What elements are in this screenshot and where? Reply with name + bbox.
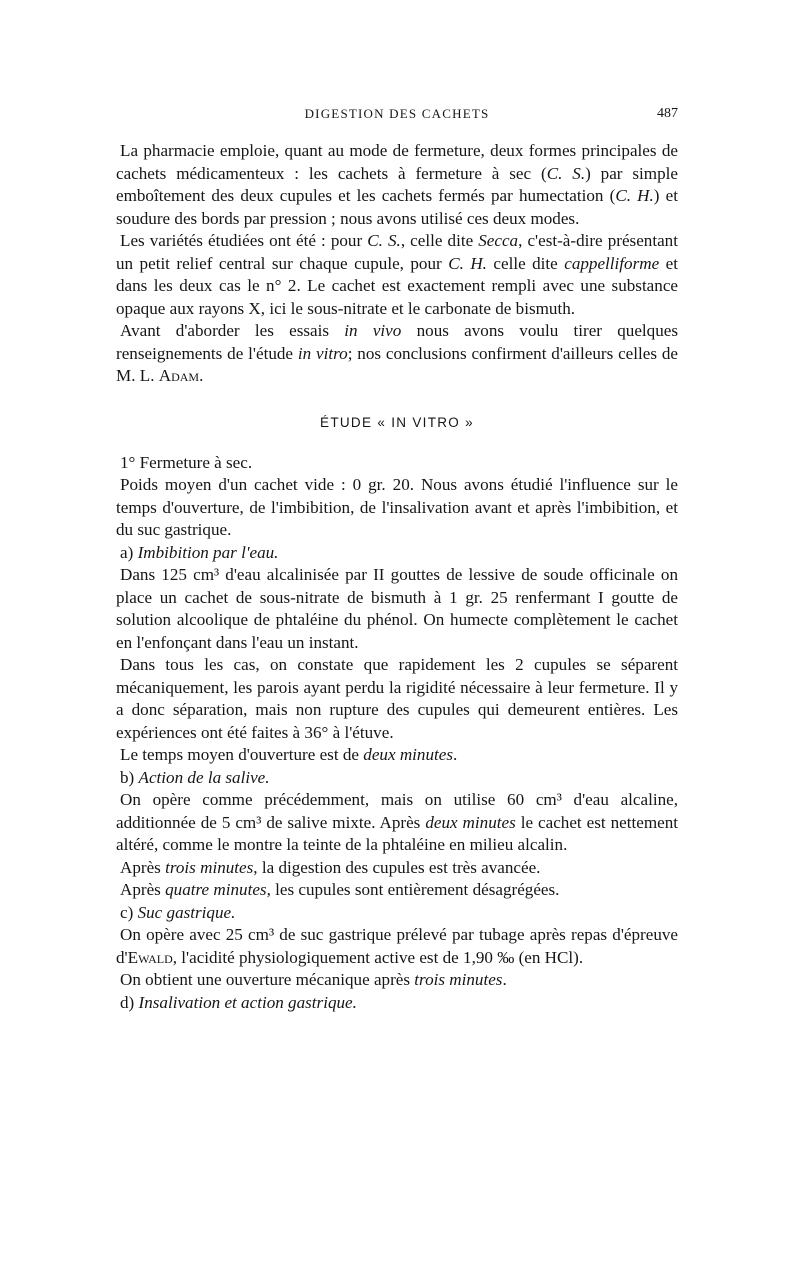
paragraph-average-weight: Poids moyen d'un cachet vide : 0 gr. 20. Nous avons étudié l'influence sur le temps d'ouverture, de l'imbibition, de l'insalivation avant et après l'imbibition, et du suc gastrique. [116,475,678,539]
paragraph-in-vitro-intro: Avant d'aborder les essais in vivo nous avons voulu tirer quelques renseignements de l'étude in vitro; nos conclusions confirment d'ailleurs celles de M. L. Adam. [116,321,679,385]
paragraph-saliva-method: On opère comme précédemment, mais on utilise 60 cm³ d'eau alcaline, additionnée de 5 cm³ de salive mixte. Après deux minutes le cachet est nettement altéré, comme le montre la teinte de la phtaléine en milieu alcalin. [116,790,678,854]
running-head [116,106,678,126]
paragraph-opening-time: Le temps moyen d'ouverture est de deux minutes. [120,745,458,764]
paragraph-gastric-result: On obtient une ouverture mécanique après trois minutes. [120,970,507,989]
page-number: 487 [657,106,678,121]
paragraph-closure-modes: La pharmacie emploie, quant au mode de fermeture, deux formes principales de cachets médicamenteux : les cachets à fermeture à sec (C. S.) par simple emboîtement des deux cupules et les cachets fermés par humectation (C. H.) et soudure des bords par pression ; nous avons utilisé ces deux modes. [116,141,678,228]
paragraph-three-minutes: Après trois minutes, la digestion des cupules est très avancée. [120,857,541,877]
subheading-imbibition: a) Imbibition par l'eau. [120,542,279,562]
paragraph-four-minutes: Après quatre minutes, les cupules sont entièrement désagrégées. [120,880,560,899]
paragraph-dry-closure: 1° Fermeture à sec. [120,452,253,472]
running-title: DIGESTION DES CACHETS [304,106,490,121]
paragraph-gastric-method: On opère avec 25 cm³ de suc gastrique prélevé par tubage après repas d'épreuve d'Ewald, l'acidité physiologiquement active est de 1,90 ‰ (en HCl). [116,925,678,967]
body-text [116,140,678,1014]
subheading-insalivation: d) Insalivation et action gastrique. [120,992,357,1012]
paragraph-varieties: Les variétés étudiées ont été : pour C. S., celle dite Secca, c'est-à-dire présentant un petit relief central sur chaque cupule, pour C. H. celle dite cappelliforme et dans les deux cas le n° 2. Le cachet est exactement rempli avec une substance opaque aux rayons X, ici le sous-nitrate et le carbonate de bismuth. [116,231,678,318]
paragraph-imbibition-result: Dans tous les cas, on constate que rapidement les 2 cupules se séparent mécaniquement, les parois ayant perdu la rigidité nécessaire à leur fermeture. Il y a donc séparation, mais non rupture des cupules qui demeurent entières. Les expériences ont été faites à 36° à l'étuve. [116,655,678,742]
paragraph-imbibition-method: Dans 125 cm³ d'eau alcalinisée par II gouttes de lessive de soude officinale on place un cachet de sous-nitrate de bismuth à 1 gr. 25 renfermant I goutte de solution alcoolique de phtaléine du phénol. On humecte complètement le cachet en l'enfonçant dans l'eau un instant. [116,565,678,652]
subheading-saliva: b) Action de la salive. [120,767,270,787]
section-heading: ÉTUDE « IN VITRO » [320,414,474,430]
subheading-gastric-juice: c) Suc gastrique. [120,902,236,922]
